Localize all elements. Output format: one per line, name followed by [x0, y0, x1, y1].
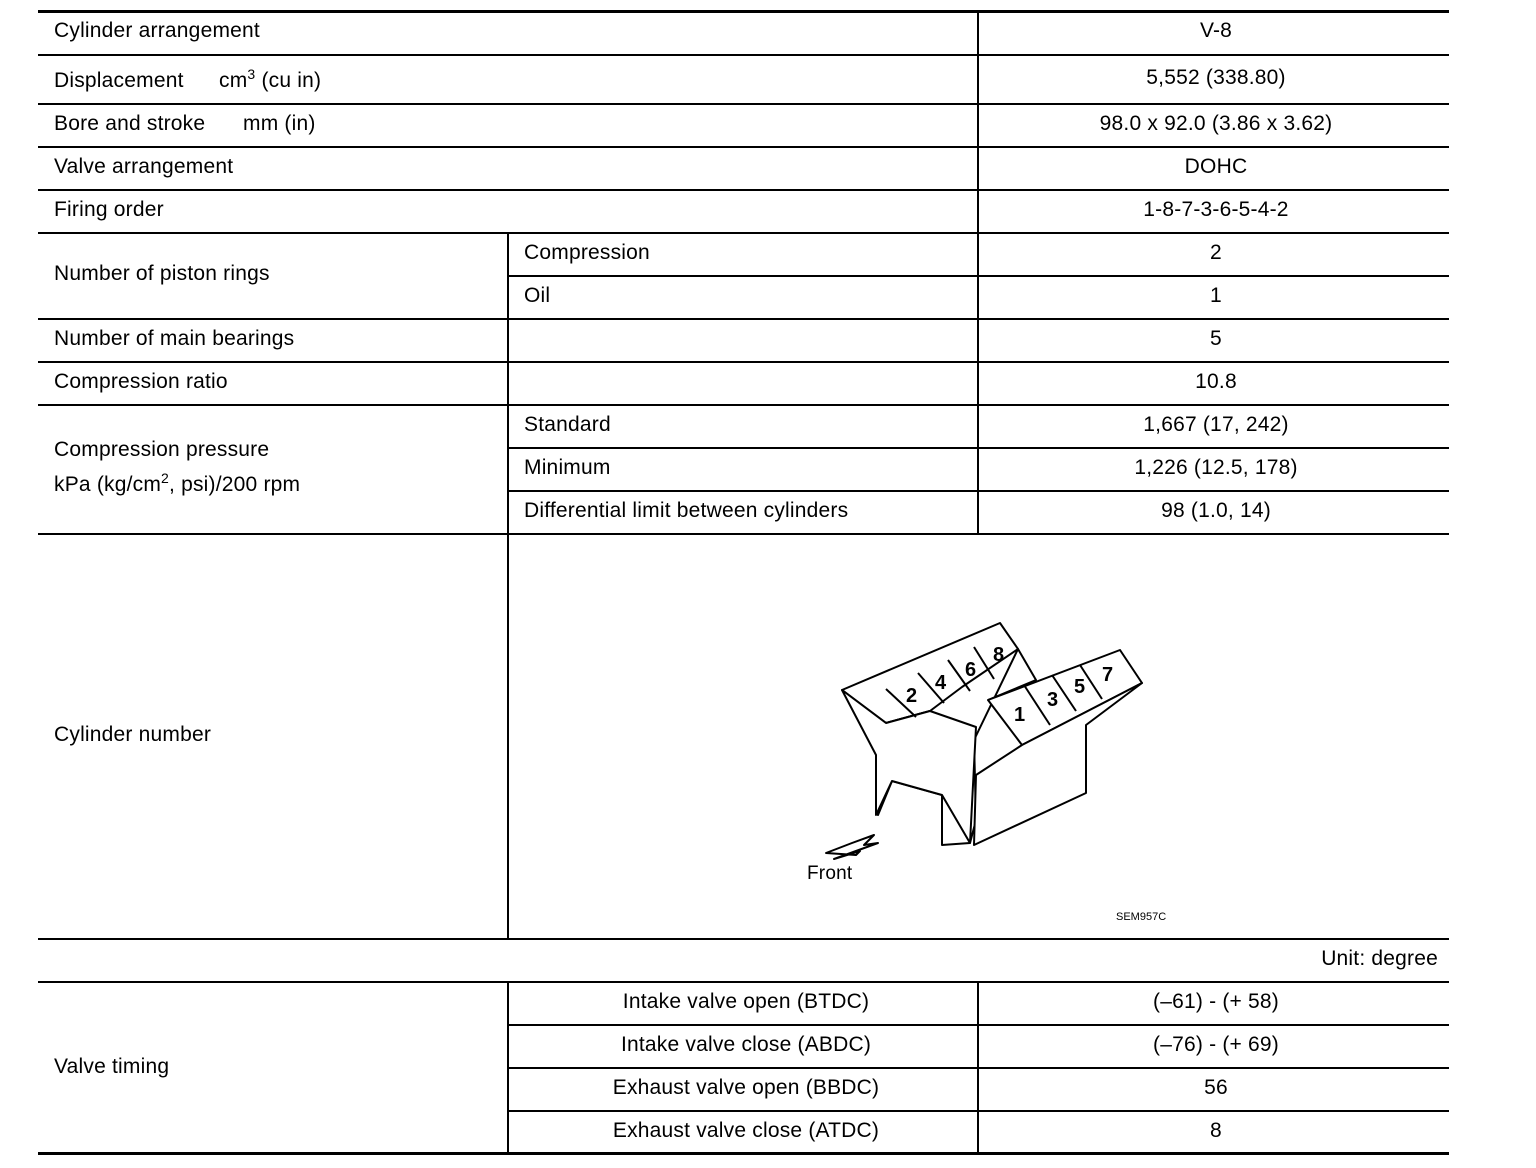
right-bank-cyl-5: 5	[1074, 676, 1086, 698]
table-top-rule	[38, 10, 1449, 13]
bore-stroke-value: 98.0 x 92.0 (3.86 x 3.62)	[1099, 112, 1333, 135]
valve-timing-item-value: 8	[1210, 1119, 1222, 1142]
column-rule	[507, 982, 509, 1153]
front-arrow-icon	[826, 835, 878, 859]
compression-ratio-label: Compression ratio	[54, 370, 228, 393]
row-rule	[38, 981, 1449, 983]
cylinder-diagram	[780, 605, 1167, 923]
piston-rings-oil-value: 1	[1210, 284, 1222, 307]
piston-rings-compression-label: Compression	[524, 241, 650, 264]
row-rule	[38, 533, 1449, 535]
main-bearings-value: 5	[1210, 327, 1222, 350]
cylinder-arrangement-label: Cylinder arrangement	[54, 19, 260, 42]
figure-code: SEM957C	[1116, 911, 1167, 923]
row-rule	[38, 54, 1449, 56]
left-bank-cyl-8: 8	[993, 644, 1005, 666]
valve-timing-item-value: 56	[1204, 1076, 1228, 1099]
valve-timing-label: Valve timing	[54, 1055, 170, 1078]
main-bearings-label: Number of main bearings	[54, 327, 295, 350]
row-rule	[38, 361, 1449, 363]
compression-differential-value: 98 (1.0, 14)	[1161, 499, 1271, 522]
unit-note: Unit: degree	[1321, 947, 1438, 970]
table-bottom-rule	[38, 1152, 1449, 1155]
displacement-unit: $cm^3$ (cu in)	[219, 66, 322, 92]
compression-standard-label: Standard	[524, 413, 611, 436]
row-rule	[38, 404, 1449, 406]
compression-ratio-value: 10.8	[1195, 370, 1237, 393]
front-label: Front	[807, 863, 853, 884]
column-rule	[977, 12, 979, 533]
valve-timing-item-label: Intake valve open (BTDC)	[622, 990, 870, 1013]
left-bank-cyl-2: 2	[906, 685, 918, 707]
piston-rings-label: Number of piston rings	[54, 262, 270, 285]
row-rule	[38, 232, 1449, 234]
piston-rings-oil-label: Oil	[524, 284, 551, 307]
firing-order-value: 1-8-7-3-6-5-4-2	[1143, 198, 1289, 221]
valve-arrangement-value: DOHC	[1184, 155, 1248, 178]
row-rule	[38, 318, 1449, 320]
row-rule	[38, 189, 1449, 191]
cylinder-number-label: Cylinder number	[54, 723, 212, 746]
compression-pressure-unit: kPa ($kg/cm^2$, psi)/200 rpm	[54, 470, 301, 496]
right-bank-cyl-3: 3	[1047, 689, 1059, 711]
cylinder-arrangement-value: V-8	[1199, 19, 1233, 42]
displacement-value: 5,552 (338.80)	[1146, 66, 1286, 89]
compression-standard-value: 1,667 (17, 242)	[1143, 413, 1289, 436]
right-bank-cyl-7: 7	[1102, 664, 1114, 686]
bore-stroke-label: Bore and stroke	[54, 112, 206, 135]
row-rule	[38, 146, 1449, 148]
left-bank-cyl-6: 6	[965, 659, 977, 681]
bore-stroke-unit: mm (in)	[243, 112, 316, 135]
compression-minimum-label: Minimum	[524, 456, 611, 479]
valve-timing-item-label: Exhaust valve close (ATDC)	[612, 1119, 880, 1142]
valve-timing-item-label: Exhaust valve open (BBDC)	[612, 1076, 880, 1099]
piston-rings-compression-value: 2	[1210, 241, 1222, 264]
compression-minimum-value: 1,226 (12.5, 178)	[1134, 456, 1298, 479]
column-rule	[977, 982, 979, 1153]
displacement-label: Displacement	[54, 69, 184, 92]
compression-differential-label: Differential limit between cylinders	[524, 499, 849, 522]
row-rule	[38, 938, 1449, 940]
valve-arrangement-label: Valve arrangement	[54, 155, 234, 178]
compression-pressure-label: Compression pressure	[54, 438, 270, 461]
firing-order-label: Firing order	[54, 198, 164, 221]
right-bank-cyl-1: 1	[1014, 704, 1026, 726]
valve-timing-item-label: Intake valve close (ABDC)	[620, 1033, 872, 1056]
left-bank-cyl-4: 4	[935, 672, 947, 694]
valve-timing-item-value: (–76) - (+ 69)	[1153, 1033, 1279, 1056]
valve-timing-item-value: (–61) - (+ 58)	[1153, 990, 1279, 1013]
row-rule	[38, 103, 1449, 105]
column-rule	[507, 233, 509, 939]
left-bank-head	[842, 623, 1018, 723]
